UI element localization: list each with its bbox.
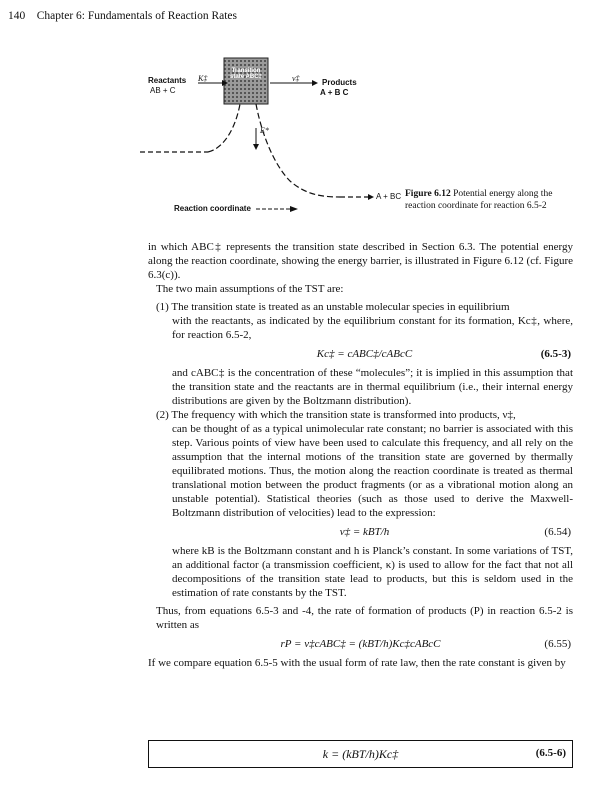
equation-formula: Kc‡ = cABC‡/cABcC (316, 348, 413, 360)
reactants-label: Reactants (148, 76, 187, 85)
assumption-1 (156, 300, 573, 408)
assumption-1-head: (1) The transition state is treated as an unstable molecular species in equilibrium (156, 301, 510, 313)
body-text (148, 240, 573, 670)
equation-6-55 (148, 632, 573, 656)
reactants-formula: AB + C (150, 86, 176, 95)
reaction-coordinate-label: Reaction coordinate (174, 204, 251, 213)
energy-curve-rise (208, 104, 240, 152)
products-end-label: A + BC (376, 192, 402, 201)
assumption-1-after: and cABC‡ is the concentration of these “molecules”; it is implied in this assumption that the transition state and the reactants are in thermal equilibrium (i.e., their internal energy distributions are given by the Boltzmann distribution). (172, 367, 573, 407)
caption-title: Figure 6.12 (405, 189, 451, 199)
assumption-2-head: (2) The frequency with which the transition state is transformed into products, ν‡, (156, 409, 516, 421)
assumption-2-body: can be thought of as a typical unimolecular rate constant; no barrier is associated with this step. Various points of view have been used to calculate this frequency, and all rely on the assumption that the internal motions of the transition state are governed by thermally equilibrated motions. Thus, the motion along the reaction coordinate is treated as thermal translational motion between the product fragments (or as a vibrational motion along an unstable potential). Statistical theories (such as those used to derive the Maxwell-Boltzmann distribution of velocities) lead to the expression: (172, 423, 573, 519)
nu-label: ν‡ (292, 74, 300, 83)
paragraph-4: If we compare equation 6.5-5 with the usual form of rate law, then the rate constant is given by (148, 657, 566, 669)
equation-number: (6.5-6) (535, 747, 566, 759)
equation-formula: rP = ν‡cABC‡ = (kBT/h)Kc‡cABcC (280, 638, 441, 650)
equation-number: (6.54) (544, 526, 571, 538)
page-header (8, 10, 237, 22)
equation-number: (6.5-3) (540, 348, 571, 360)
k-forward-label: K‡ (198, 74, 208, 83)
products-label: Products (322, 78, 357, 87)
equation-6-5-3 (156, 342, 573, 366)
transition-state-box (224, 58, 268, 104)
paragraph-1: in which ABC‡ represents the transition state described in Section 6.3. The potential energy along the reaction coordinate, showing the energy barrier, is illustrated in Figure 6.12 (cf. Figure 6.3(c)). (148, 241, 573, 281)
energy-curve-fall (256, 104, 340, 197)
products-formula: A + B C (320, 88, 349, 97)
page-number: 140 (8, 10, 26, 22)
paragraph-3: Thus, from equations 6.5-3 and -4, the rate of formation of products (P) in reaction 6.5-2 is written as (156, 605, 573, 631)
complex-label: Transition state ABC‡ (230, 68, 262, 80)
equation-number: (6.55) (544, 638, 571, 650)
figure-caption (405, 188, 575, 212)
caption-text: Potential energy along the reaction coordinate for reaction 6.5-2 (405, 189, 553, 211)
equation-6-5-6-box (148, 740, 573, 768)
assumption-2-after: where kB is the Boltzmann constant and h is Planck’s constant. In some variations of TST, an additional factor (a transmission coefficient, κ) is used to allow for the fact that not all decompositions of the transition state lead to products, but this is seldom used in the estimation of rate constants by the TST. (172, 545, 573, 599)
equation-formula: k = (kBT/h)Kc‡ (322, 747, 399, 761)
chapter-title: Chapter 6: Fundamentals of Reaction Rates (36, 10, 237, 22)
equation-formula: ν‡ = kBT/h (339, 526, 390, 538)
equation-6-54 (156, 520, 573, 544)
paragraph-2: The two main assumptions of the TST are: (156, 283, 344, 295)
assumption-1-body: with the reactants, as indicated by the equilibrium constant for its formation, Kc‡, where, for reaction 6.5-2, (172, 315, 573, 341)
energy-barrier-label: E* (260, 126, 269, 135)
assumption-2 (156, 408, 573, 600)
